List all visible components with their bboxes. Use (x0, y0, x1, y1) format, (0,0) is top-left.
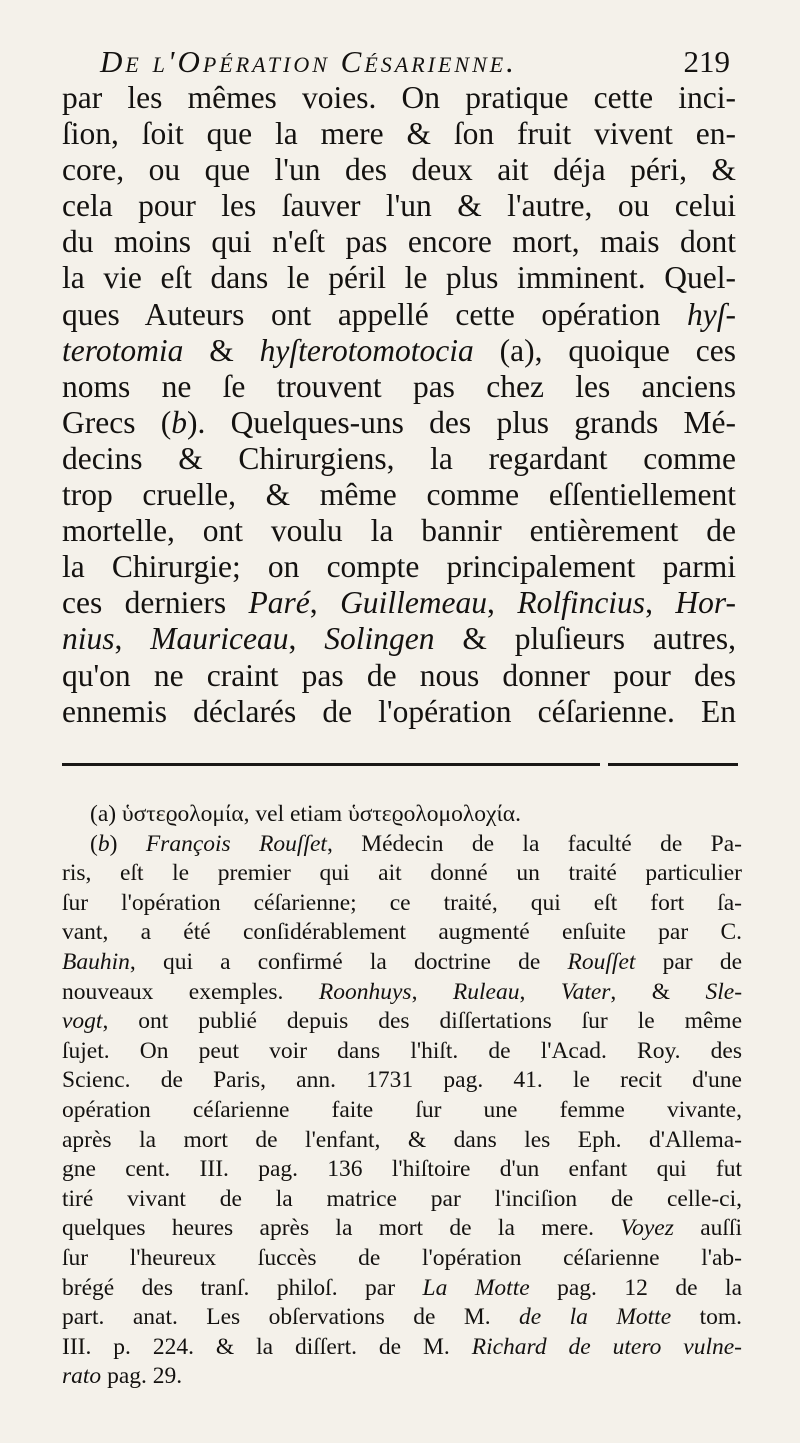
text-run: , (519, 978, 561, 1005)
running-head: De l'Opération Césarienne. (100, 44, 517, 79)
text-run: decins & Chirurgiens, la regardant comme (62, 440, 736, 476)
footnote-line (62, 918, 742, 948)
text-run: Scienc. de Paris, ann. 1731 pag. 41. le recit d'une (62, 1067, 742, 1094)
text-line (62, 116, 736, 152)
text-run: mortelle, ont voulu la bannir entièrement de (62, 513, 736, 549)
text-run: la Chirurgie; on compte principalement parmi (62, 549, 736, 585)
footnote-line (62, 948, 742, 978)
text-line (62, 369, 736, 405)
footnote-line (62, 1214, 742, 1244)
text-run: Grecs ( (62, 404, 172, 440)
text-run: auſſi (673, 1215, 742, 1242)
text-line (62, 621, 736, 657)
footnote-line (62, 889, 742, 919)
text-line (62, 333, 736, 369)
text-run: ques Auteurs ont appellé cette opération (62, 296, 688, 332)
text-line (62, 405, 736, 441)
italic-text: b (97, 830, 110, 857)
italic-text: hyſ- (687, 296, 736, 332)
text-run: pag. 29. (101, 1363, 183, 1390)
text-run: noms ne ſe trouvent pas chez les anciens (62, 368, 736, 404)
text-run: tiré vivant de la matrice par l'inciſion de celle-ci, (62, 1185, 742, 1212)
text-run: & pluſieurs autres, (434, 621, 737, 657)
main-text (62, 80, 736, 730)
text-line (62, 80, 736, 116)
footnotes (62, 800, 742, 1392)
italic-text: nius (62, 621, 115, 657)
italic-text: vogt (62, 1008, 103, 1035)
text-run: , (645, 585, 676, 621)
text-run: , (487, 585, 518, 621)
text-run: du moins qui n'eſt pas encore mort, mais dont (62, 224, 736, 260)
italic-text: terotomia (62, 332, 184, 368)
footnote-line (62, 1333, 742, 1363)
footnote-line (62, 1007, 742, 1037)
text-run: ris, eſt le premier qui ait donné un traité particulier (62, 860, 742, 887)
text-run: qu'on ne craint pas de nous donner pour des (62, 657, 736, 693)
text-run: brégé des tranſ. philoſ. par (62, 1274, 423, 1301)
text-run: , (114, 621, 151, 657)
text-run: ſur l'heureux ſuccès de l'opération céſarienne l'ab- (62, 1244, 742, 1271)
italic-text: La Motte (422, 1274, 530, 1301)
text-line (62, 152, 736, 188)
footnote-line (62, 1185, 742, 1215)
text-line (62, 585, 736, 621)
text-line (62, 188, 736, 224)
footnote-line (62, 1155, 742, 1185)
text-run: tom. (671, 1304, 742, 1331)
italic-text: Hor- (675, 585, 736, 621)
text-line (62, 297, 736, 333)
text-line (62, 658, 736, 694)
footnote-line (62, 800, 742, 830)
text-run: (a), quoique ces (473, 332, 736, 368)
text-run: ( (90, 830, 98, 857)
text-run: , (288, 621, 325, 657)
footnote-line (62, 1274, 742, 1304)
footnote-line (62, 978, 742, 1008)
page-number: 219 (683, 44, 730, 79)
footnote-line (62, 1362, 742, 1392)
text-run: III. p. 224. & la diſſert. de M. (62, 1333, 472, 1360)
footnote-line (62, 1126, 742, 1156)
italic-text: Bauhin (62, 948, 130, 975)
text-line (62, 549, 736, 585)
footnote-line (62, 1244, 742, 1274)
footnote-line (62, 1303, 742, 1333)
text-run: ces derniers (62, 585, 249, 621)
text-run: après la mort de l'enfant, & dans les Eph. d'Allema- (62, 1126, 742, 1153)
text-run: core, ou que l'un des deux ait déja péri, & (62, 152, 736, 188)
text-run: , qui a confirmé la doctrine de (129, 948, 568, 975)
text-line (62, 260, 736, 296)
italic-text: de la Motte (519, 1304, 672, 1331)
italic-text: hyſterotomotocia (259, 332, 474, 368)
text-run: cela pour les ſauver l'un & l'autre, ou celui (62, 188, 736, 224)
text-run: (a) ὑστεϱολομία, vel etiam ὑστεϱολομολοχία. (90, 801, 521, 827)
text-run: la vie eſt dans le péril le plus imminent. Quel- (62, 260, 736, 296)
footnote-line (62, 830, 742, 860)
text-run: ennemis déclarés de l'opération céſarienne. En (62, 693, 736, 729)
text-run: pag. 12 de la (529, 1274, 742, 1301)
text-run: opération céſarienne faite ſur une femme vivante, (62, 1096, 742, 1123)
italic-text: Ruleau (452, 978, 520, 1005)
text-line (62, 224, 736, 260)
footnote-line (62, 859, 742, 889)
text-run: gne cent. III. pag. 136 l'hiſtoire d'un enfant qui fut (62, 1156, 742, 1183)
italic-text: Rouſſet (567, 948, 636, 975)
text-run: , ont publié depuis des diſſertations ſur le même (102, 1008, 742, 1035)
italic-text: Mauriceau (150, 621, 289, 657)
text-run: nouveaux exemples. (62, 978, 319, 1005)
text-run: ) (109, 830, 146, 857)
italic-text: Guillemeau (340, 585, 488, 621)
italic-text: Paré (248, 585, 310, 621)
text-run: quelques heures après la mort de la mere. (62, 1215, 621, 1242)
italic-text: Sle- (705, 978, 743, 1005)
italic-text: Roonhuys (318, 978, 412, 1005)
italic-text: rato (62, 1363, 102, 1390)
italic-text: Richard de utero vulne- (471, 1333, 742, 1360)
text-run: trop cruelle, & même comme eſſentiellement (62, 477, 736, 513)
text-run: ſur l'opération céſarienne; ce traité, qui eſt fort ſa- (62, 889, 742, 916)
italic-text: Rolfincius (517, 585, 646, 621)
text-line (62, 513, 736, 549)
text-run: , (309, 585, 341, 621)
footnote-line (62, 1066, 742, 1096)
text-run: , Médecin de la faculté de Pa- (326, 830, 743, 857)
text-run: & (183, 332, 260, 368)
footnote-rule-left (62, 763, 600, 766)
text-line (62, 694, 736, 730)
italic-text: François Rouſſet (145, 830, 327, 857)
text-run: ſujet. On peut voir dans l'hiſt. de l'Acad. Roy. des (62, 1037, 742, 1064)
text-run: , (411, 978, 453, 1005)
text-line (62, 477, 736, 513)
text-run: par les mêmes voies. On pratique cette inci- (62, 80, 736, 115)
italic-text: b (171, 404, 187, 440)
text-line (62, 441, 736, 477)
italic-text: Solingen (324, 621, 435, 657)
page-header (100, 44, 730, 80)
footnote-line (62, 1096, 742, 1126)
footnote-line (62, 1037, 742, 1067)
text-run: ſion, ſoit que la mere & ſon fruit vivent en- (62, 116, 736, 152)
text-run: par de (635, 948, 742, 975)
italic-text: Voyez (620, 1215, 674, 1242)
text-run: part. anat. Les obſervations de M. (62, 1304, 520, 1331)
text-run: vant, a été conſidérablement augmenté enſuite par C. (62, 919, 742, 946)
text-run: ). Quelques-uns des plus grands Mé- (187, 404, 737, 440)
italic-text: Vater (560, 978, 611, 1005)
text-run: , & (610, 978, 706, 1005)
footnote-rule-right (608, 763, 738, 766)
